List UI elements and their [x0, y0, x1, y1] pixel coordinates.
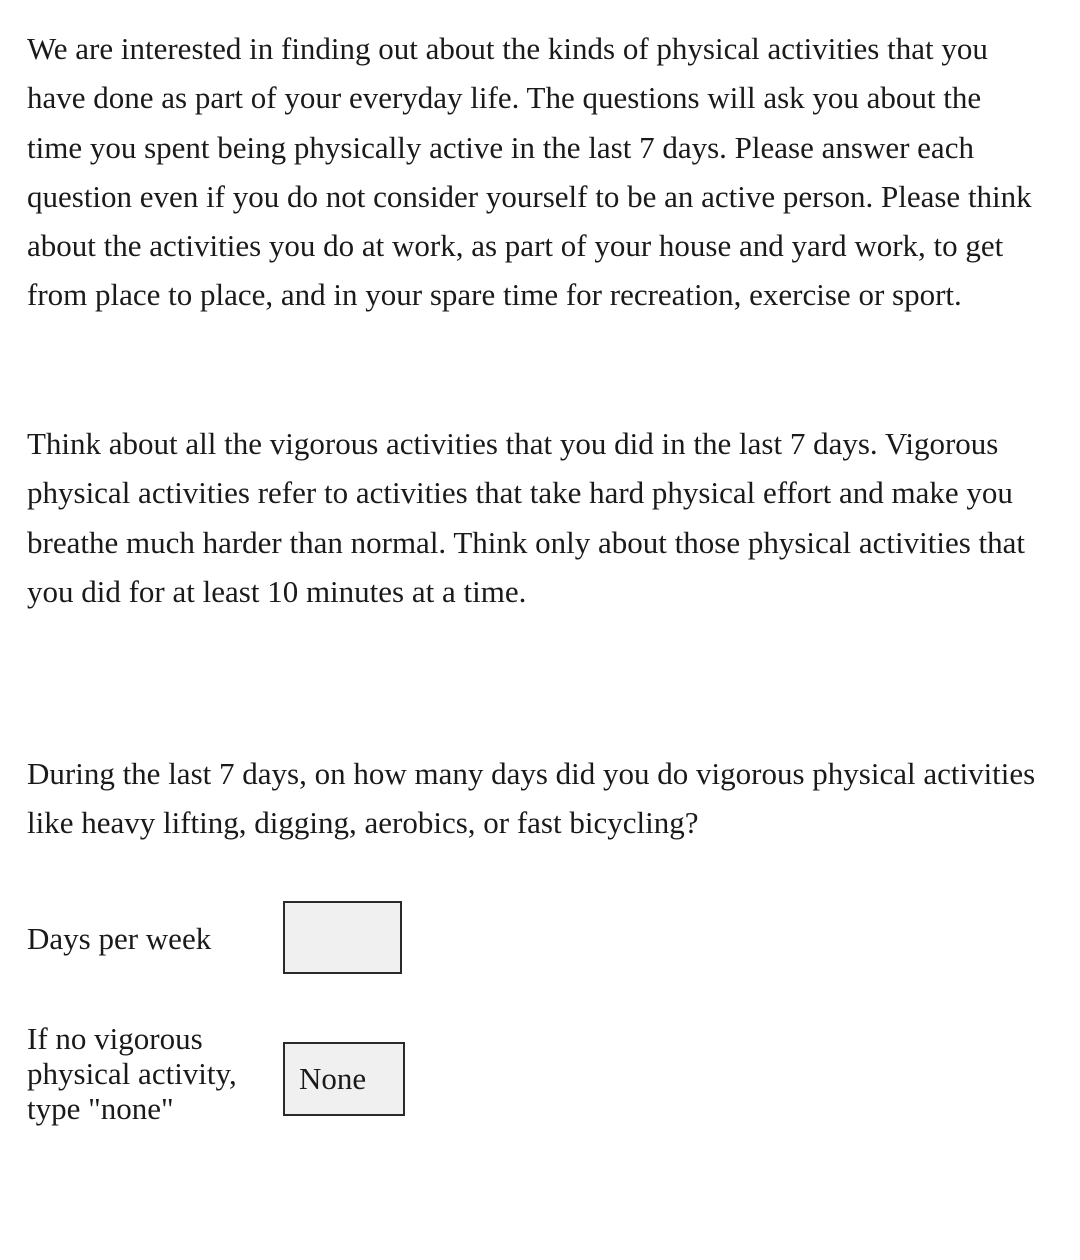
days-per-week-input[interactable] [283, 901, 402, 974]
intro-paragraph: We are interested in finding out about the kinds of physical activities that you have done as part of your everyday life. The questions will ask you about the time you spent being physically active in the last 7 days. Please answer each question even if you do not consider yourself to be an active person. Please think about the activities you do at work, as part of your house and yard work, to get from place to place, and in your spare time for recreation, exercise or sport. [27, 31, 1032, 313]
no-vigorous-activity-label: If no vigorous physical activity, type "none" [27, 1021, 237, 1126]
no-vigorous-activity-input[interactable] [283, 1042, 405, 1116]
days-per-week-label: Days per week [27, 921, 212, 956]
vigorous-definition-paragraph: Think about all the vigorous activities that you did in the last 7 days. Vigorous physical activities refer to activities that take hard physical effort and make you breathe much harder than normal. Think only about those physical activities that you did for at least 10 minutes at a time. [27, 426, 1026, 609]
vigorous-days-question: During the last 7 days, on how many days did you do vigorous physical activities like heavy lifting, digging, aerobics, or fast bicycling? [27, 756, 1036, 841]
